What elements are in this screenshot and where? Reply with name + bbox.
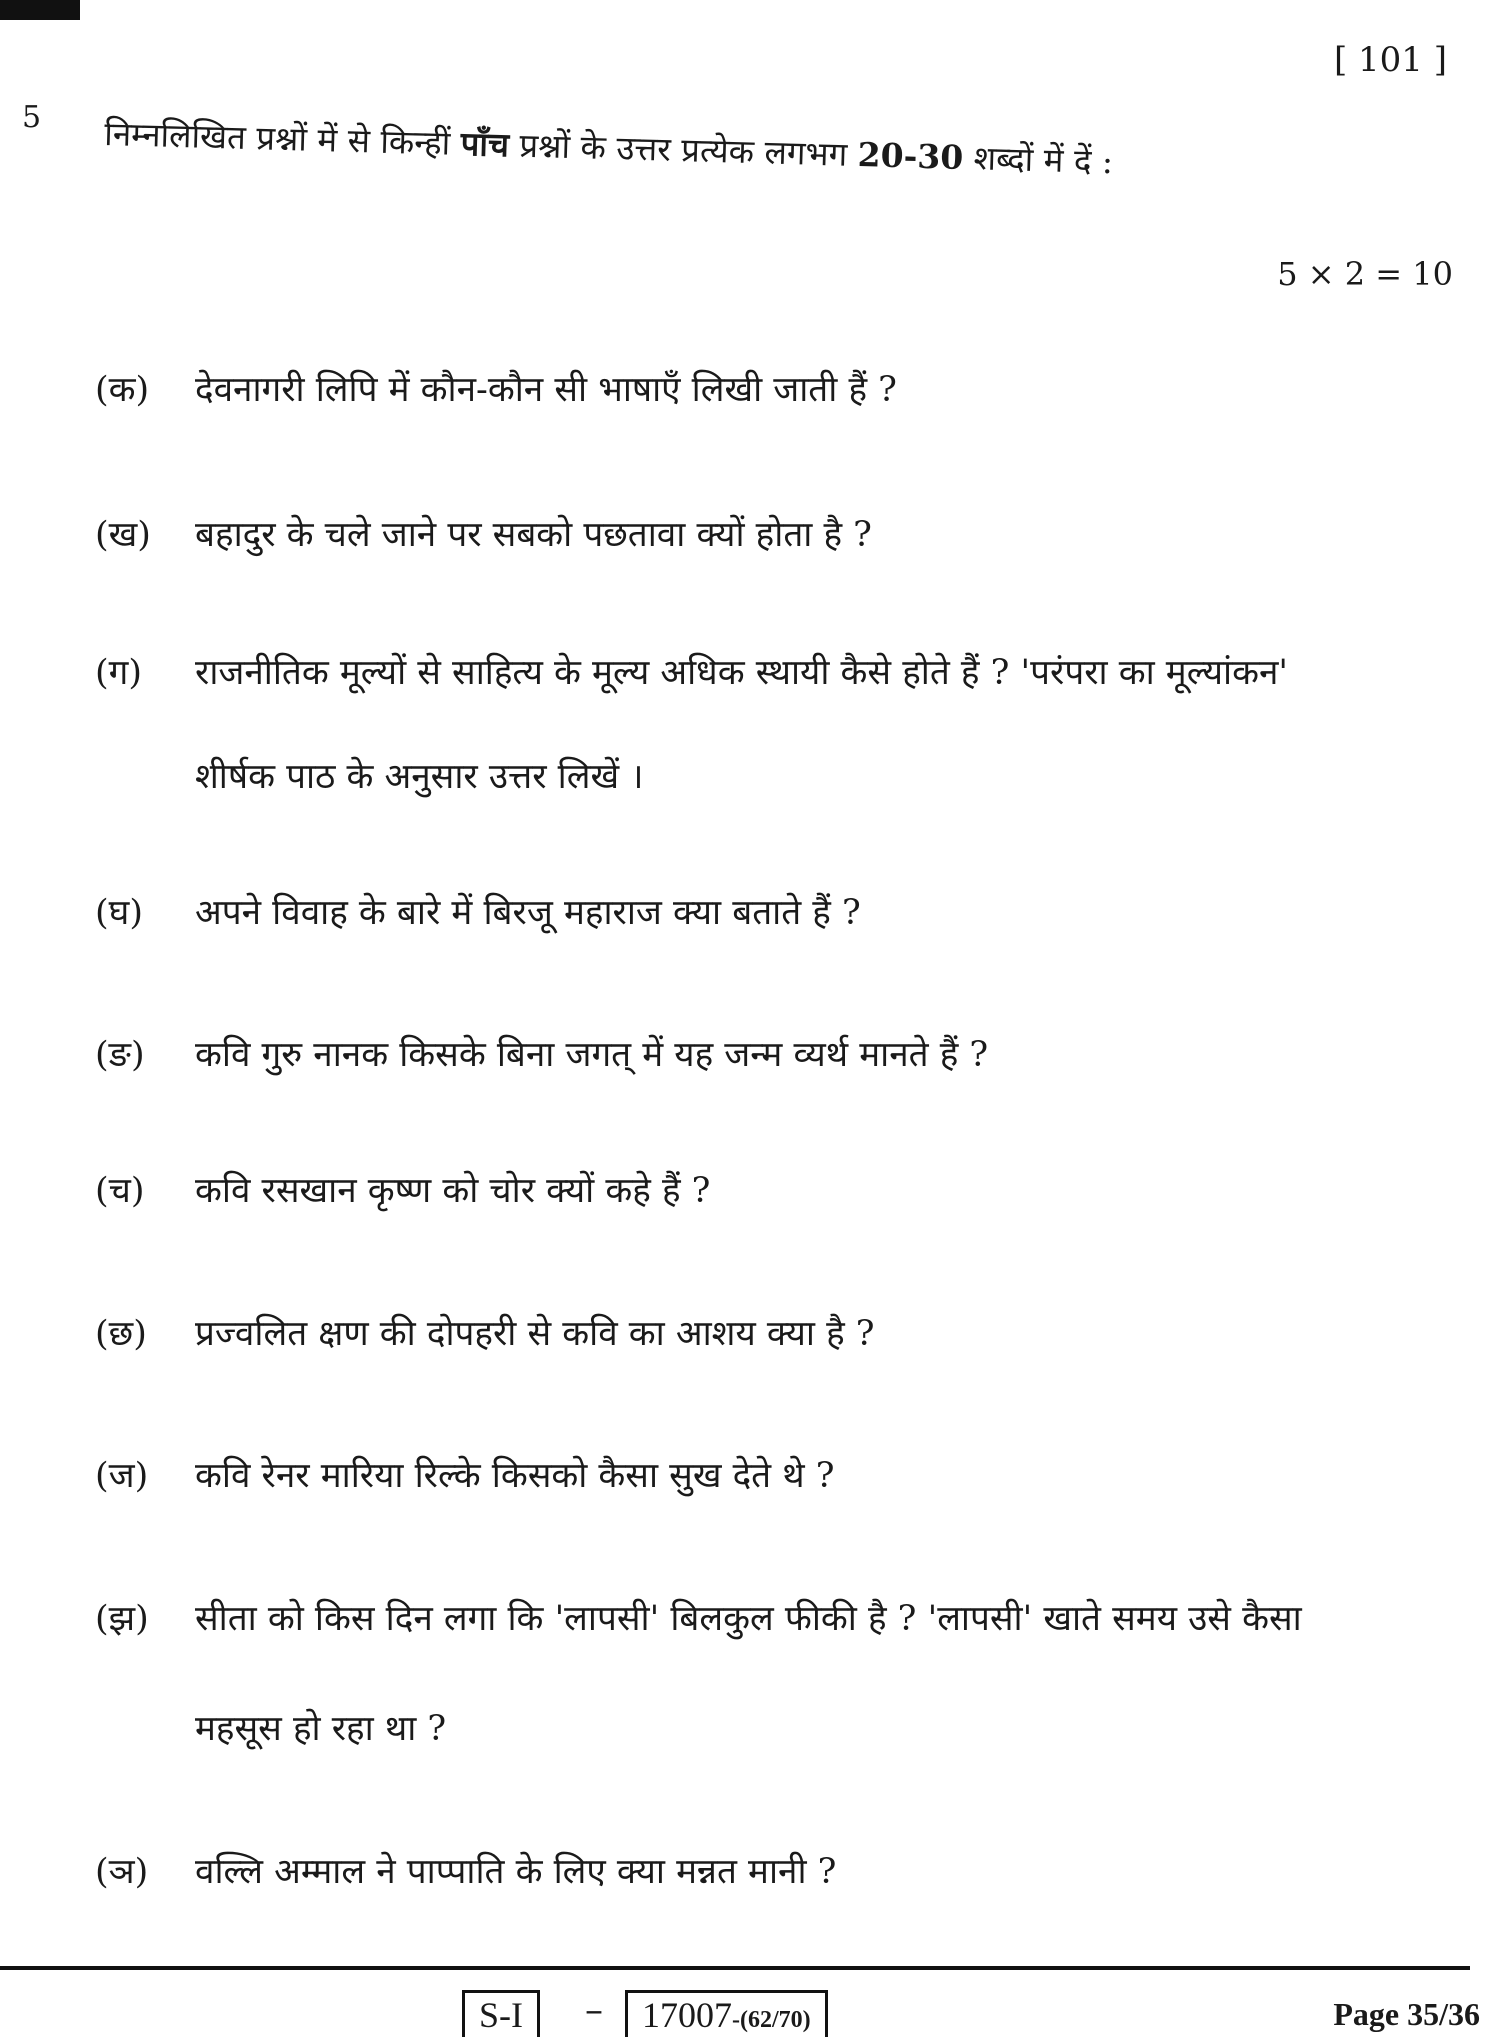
instruction-bold: पाँच [460,123,510,165]
question-item [95,1166,710,1213]
instruction [104,110,1114,183]
question-text: राजनीतिक मूल्यों से साहित्य के मूल्य अधिक स्थायी कैसे होते हैं ? 'परंपरा का मूल्यांकन' [195,653,1289,693]
paper-code: 17007 [642,1995,732,2035]
question-label: (ग) [95,653,143,693]
question-text: कवि रेनर मारिया रिल्के किसको कैसा सुख देते थे ? [195,1456,835,1496]
page-code: [ 101 ] [1333,40,1447,80]
question-text: कवि गुरु नानक किसके बिना जगत् में यह जन्म व्यर्थ मानते हैं ? [195,1035,989,1075]
question-item [95,1030,988,1077]
question-item [95,1309,875,1356]
question-label: (ख) [95,515,151,555]
question-item [95,648,1288,695]
question-item [95,510,872,557]
question-text: वल्लि अम्माल ने पाप्पाति के लिए क्या मन्नत मानी ? [195,1852,837,1892]
question-label: (छ) [95,1314,147,1354]
instruction-text: निम्नलिखित प्रश्नों में से किन्हीं [103,113,462,163]
question-number: 5 [22,100,42,135]
marks: 5 × 2 = 10 [1277,255,1453,293]
question-item [95,888,861,935]
footer-dash: – [585,1990,603,2031]
question-text: प्रज्वलित क्षण की दोपहरी से कवि का आशय क्या है ? [195,1314,875,1354]
paper-code-box [625,1990,828,2037]
question-label: (ञ) [95,1852,149,1892]
question-text-continued: शीर्षक पाठ के अनुसार उत्तर लिखें । [195,757,644,797]
question-text: अपने विवाह के बारे में बिरजू महाराज क्या बताते हैं ? [195,893,861,933]
question-label: (घ) [95,893,143,933]
question-text: कवि रसखान कृष्ण को चोर क्यों कहे हैं ? [195,1171,711,1211]
question-text: सीता को किस दिन लगा कि 'लापसी' बिलकुल फीकी है ? 'लापसी' खाते समय उसे कैसा [195,1599,1302,1639]
footer-rule [0,1966,1470,1970]
question-text: बहादुर के चले जाने पर सबको पछतावा क्यों होता है ? [195,515,872,555]
question-item [95,1451,835,1498]
question-label: (च) [95,1171,145,1211]
instruction-text: शब्दों में दें : [962,137,1114,182]
question-label: (ज) [95,1456,149,1496]
question-label: (क) [95,370,150,410]
question-label: (झ) [95,1599,149,1639]
series-box: S-I [462,1990,540,2037]
page-number: Page 35/36 [1333,1996,1480,2032]
question-label: (ङ) [95,1035,145,1075]
instruction-word-count: 20-30 [857,135,964,177]
scan-corner-mark [0,0,80,20]
question-text-continued: महसूस हो रहा था ? [195,1709,447,1749]
instruction-text: प्रश्नों के उत्तर प्रत्येक लगभग [508,125,859,175]
question-item [95,1847,836,1894]
question-item [95,365,897,412]
question-item [95,1594,1302,1641]
question-text: देवनागरी लिपि में कौन-कौन सी भाषाएँ लिखी जाती हैं ? [195,370,897,410]
paper-code-suffix: -(62/70) [732,2007,811,2033]
